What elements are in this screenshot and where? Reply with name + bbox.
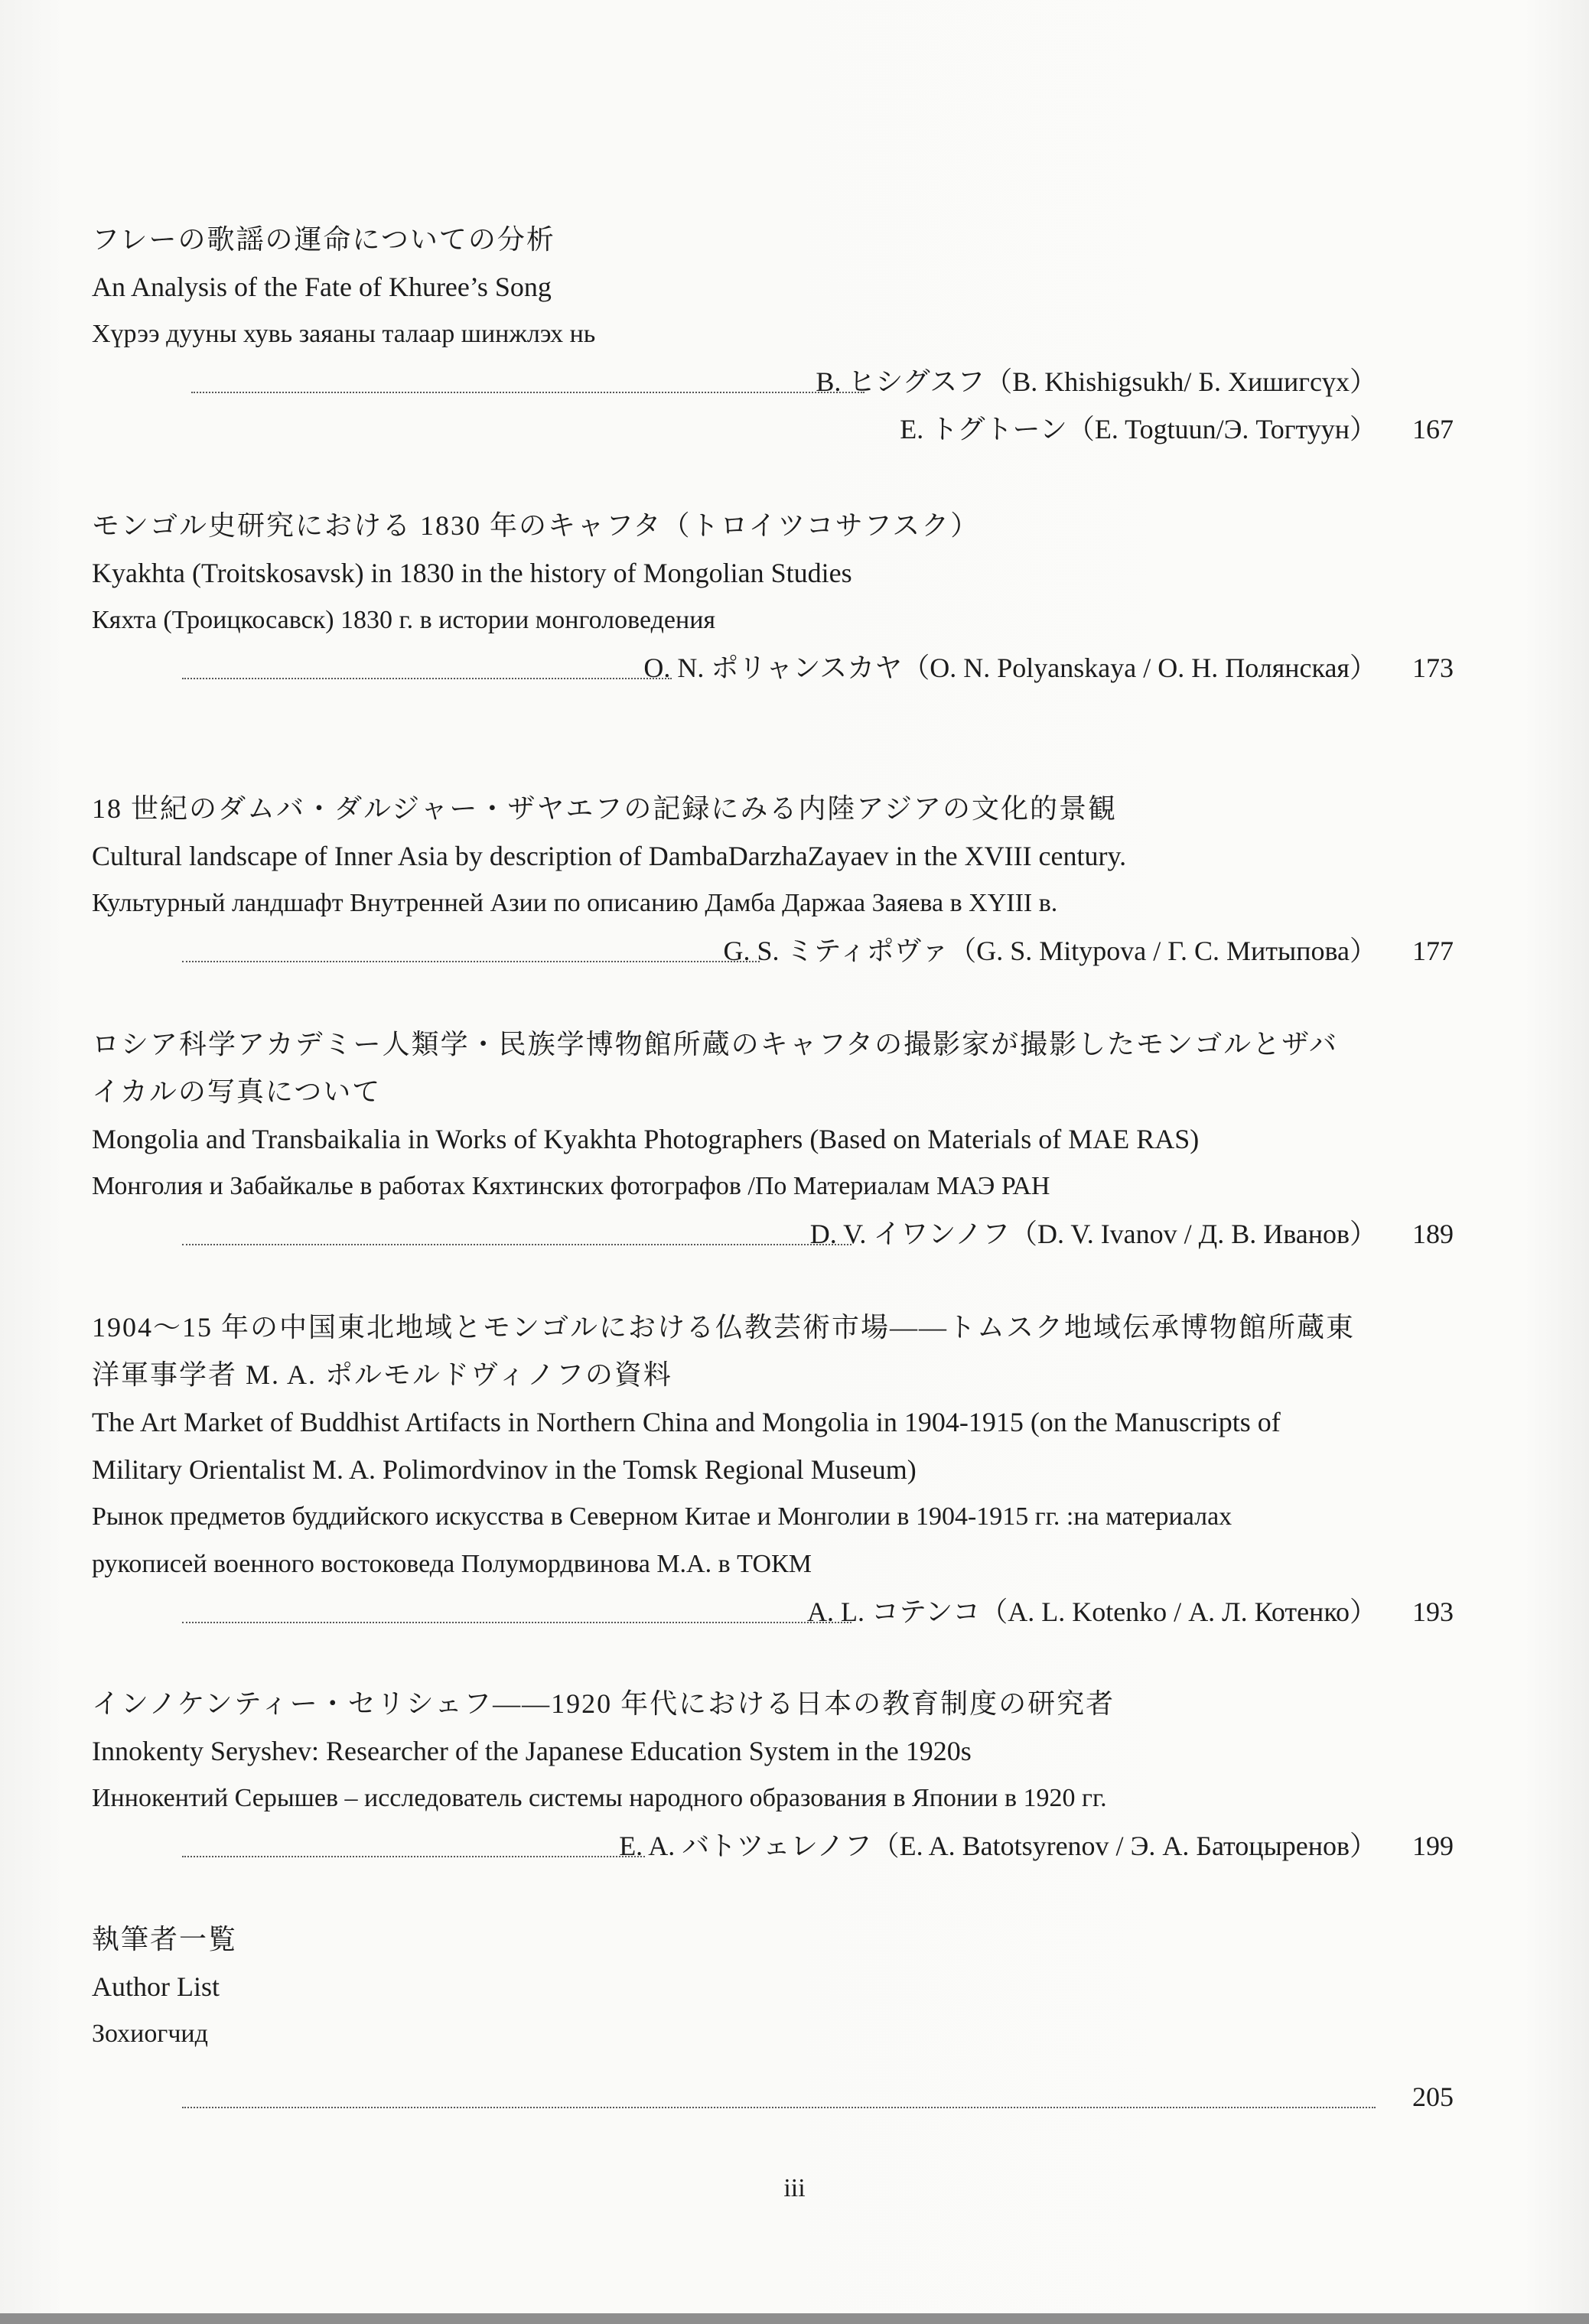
title-russian: Рынок предметов буддийского искусства в Северном Китае и Монголии в 1904-1915 гг. :на материалах [92, 1502, 1232, 1531]
dot-leader [182, 1856, 645, 1857]
title-english: Cultural landscape of Inner Asia by description of DambaDarzhaZayaev in the XVIII century. [92, 841, 1127, 871]
author-row [92, 1822, 1454, 1870]
author-row [92, 2073, 1454, 2121]
toc-entry [92, 1304, 1454, 1636]
title-japanese-cont: イカルの写真について [92, 1076, 382, 1107]
dot-leader [182, 1244, 851, 1245]
author-row [92, 358, 1454, 405]
title-english-cont: Military Orientalist M. A. Polimordvinov in the Tomsk Regional Museum) [92, 1454, 917, 1485]
footer-page-number: iii [783, 2174, 806, 2202]
title-japanese: 執筆者一覧 [92, 1924, 238, 1955]
title-russian: Монголия и Забайкалье в работах Кяхтинских фотографов /По Материалам МАЭ РАН [92, 1172, 1050, 1200]
toc-entry [92, 785, 1454, 975]
scan-edge [0, 2313, 1589, 2324]
title-japanese: 1904～15 年の中国東北地域とモンゴルにおける仏教芸術市場――トムスク地域伝承博物館所蔵東 [92, 1312, 1356, 1343]
title-russian-cont: рукописей военного востоковеда Полумордвинова М.А. в ТОКМ [92, 1550, 812, 1578]
dot-leader [182, 2107, 1376, 2108]
author-name: G. S. ミティポヴァ（G. S. Mitypova / Г. С. Митыпова） [723, 936, 1377, 966]
title-russian: Кяхта (Троицкосавск) 1830 г. в истории монголоведения [92, 606, 716, 634]
title-russian: Зохиогчид [92, 2020, 208, 2048]
title-russian: Культурный ландшафт Внутренней Азии по описанию Дамба Даржаа Заяева в XYIII в. [92, 889, 1058, 917]
author-name: E. トグトーン（E. Togtuun/Э. Тогтуун） [900, 414, 1377, 444]
page-number: 173 [1412, 653, 1454, 683]
toc-entry [92, 216, 1454, 453]
page-number: 205 [1412, 2082, 1454, 2112]
author-row [92, 644, 1454, 692]
title-russian: Иннокентий Серышев – исследователь системы народного образования в Японии в 1920 гг. [92, 1784, 1107, 1812]
title-english: Mongolia and Transbaikalia in Works of Kyakhta Photographers (Based on Materials of MAE RAS) [92, 1124, 1200, 1154]
author-row [92, 927, 1454, 975]
toc-entry [92, 1916, 1454, 2121]
page-number: 199 [1412, 1831, 1454, 1861]
author-name: O. N. ポリャンスカヤ（O. N. Polyanskaya / О. Н. Полянская） [643, 653, 1377, 683]
title-japanese: インノケンティー・セリシェフ――1920 年代における日本の教育制度の研究者 [92, 1688, 1115, 1719]
author-name: A. L. コテンコ（A. L. Kotenko / А. Л. Котенко） [807, 1597, 1377, 1627]
author-row [92, 405, 1454, 453]
author-row [92, 1588, 1454, 1636]
dot-leader [191, 392, 865, 393]
title-russian: Хүрээ дууны хувь заяаны талаар шинжлэх нь [92, 320, 596, 348]
dot-leader [182, 961, 760, 962]
toc-entry [92, 502, 1454, 692]
author-name: E. A. バトツェレノフ（E. A. Batotsyrenov / Э. А. Батоцыренов） [619, 1831, 1377, 1861]
title-japanese: 18 世紀のダムバ・ダルジャー・ザヤエフの記録にみる内陸アジアの文化的景観 [92, 793, 1117, 824]
page-number: 167 [1412, 414, 1454, 444]
toc-entry [92, 1020, 1454, 1258]
title-english: The Art Market of Buddhist Artifacts in Northern China and Mongolia in 1904-1915 (on the Manuscripts of [92, 1407, 1281, 1437]
page-number: 177 [1412, 936, 1454, 966]
dot-leader [182, 678, 672, 679]
author-name: D. V. イワンノフ（D. V. Ivanov / Д. В. Иванов） [809, 1219, 1377, 1249]
title-japanese: モンゴル史研究における 1830 年のキャフタ（トロイツコサフスク） [92, 510, 980, 541]
toc-entry [92, 1680, 1454, 1870]
title-english: Kyakhta (Troitskosavsk) in 1830 in the history of Mongolian Studies [92, 558, 852, 588]
title-japanese-cont: 洋軍事学者 M. A. ポルモルドヴィノフの資料 [92, 1359, 672, 1390]
title-english: Author List [92, 1971, 220, 2002]
title-english: An Analysis of the Fate of Khuree’s Song [92, 272, 552, 302]
author-name: B. ヒシグスフ（B. Khishigsukh/ Б. Хишигсүх） [816, 366, 1377, 397]
title-japanese: フレーの歌謡の運命についての分析 [92, 224, 555, 255]
dot-leader [182, 1622, 851, 1623]
page-number: 193 [1412, 1597, 1454, 1627]
author-row [92, 1210, 1454, 1258]
title-japanese: ロシア科学アカデミー人類学・民族学博物館所蔵のキャフタの撮影家が撮影したモンゴルとザバ [92, 1029, 1338, 1059]
page-number: 189 [1412, 1219, 1454, 1249]
title-english: Innokenty Seryshev: Researcher of the Japanese Education System in the 1920s [92, 1736, 972, 1766]
